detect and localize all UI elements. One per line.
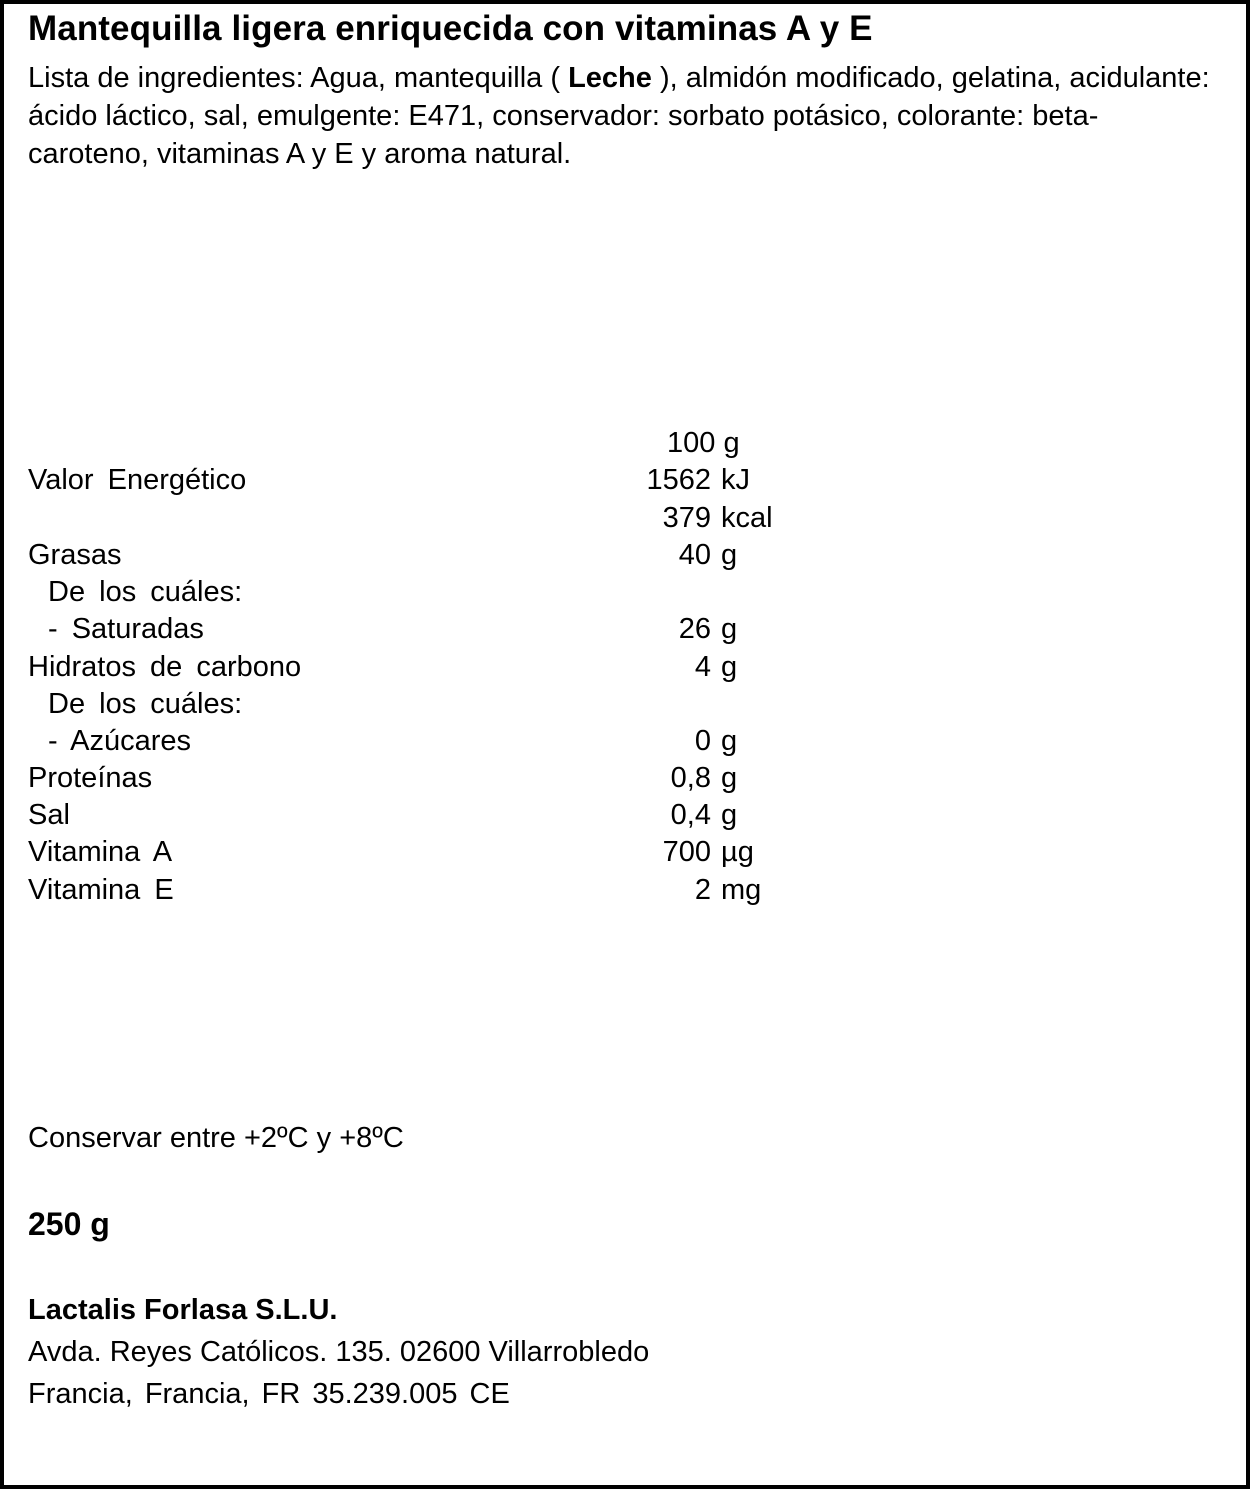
nutrition-row-label: De los cuáles:: [48, 688, 243, 720]
nutrition-row-value: 700: [662, 836, 711, 868]
nutrition-row-unit: kJ: [721, 464, 750, 496]
nutrition-row-unit: g: [721, 651, 738, 683]
storage-instructions: Conservar entre +2ºC y +8ºC: [28, 1122, 404, 1154]
nutrition-row-value: 0,8: [670, 762, 711, 794]
ingredients-text-start: Lista de ingredientes: Agua, mantequilla (: [28, 62, 569, 94]
nutrition-row-unit: mg: [721, 874, 762, 906]
nutrition-row-value: 26: [678, 613, 711, 645]
nutrition-row-label: Valor Energético: [28, 464, 247, 496]
nutrition-row-unit: g: [721, 613, 738, 645]
nutrition-row-unit: kcal: [721, 502, 773, 534]
net-weight: 250 g: [28, 1206, 110, 1242]
nutrition-row-value: 1562: [646, 464, 711, 496]
nutrition-row-label: - Azúcares: [48, 725, 191, 757]
ingredients-list: [28, 59, 1218, 173]
nutrition-row-label: - Saturadas: [48, 613, 204, 645]
nutrition-row-label: Vitamina A: [28, 836, 173, 868]
nutrition-row-label: Proteínas: [28, 762, 153, 794]
nutrition-row-unit: µg: [721, 836, 754, 868]
company-address: Avda. Reyes Católicos. 135. 02600 Villarrobledo: [28, 1336, 650, 1368]
nutrition-row-label: De los cuáles:: [48, 576, 243, 608]
nutrition-row-value: 2: [694, 874, 711, 906]
ingredients-text-end: ), almidón modificado, gelatina, acidulante: ácido láctico, sal, emulgente: E471, conservador: sorbato potásico, colorante: beta-caroteno, vitaminas A y E y aroma natural.: [28, 62, 1210, 170]
nutrition-row-value: 40: [678, 539, 711, 571]
nutrition-row-value: 379: [662, 502, 711, 534]
nutrition-row-label: Hidratos de carbono: [28, 651, 302, 683]
nutrition-row-value: 0,4: [670, 799, 711, 831]
nutrition-row-value: 4: [694, 651, 711, 683]
nutrition-row-label: Vitamina E: [28, 874, 174, 906]
product-title: Mantequilla ligera enriquecida con vitaminas A y E: [28, 9, 873, 48]
nutrition-serving-size: 100 g: [667, 427, 740, 459]
nutrition-row-label: Grasas: [28, 539, 122, 571]
nutrition-row-value: 0: [694, 725, 711, 757]
company-name: Lactalis Forlasa S.L.U.: [28, 1294, 338, 1326]
nutrition-row-unit: g: [721, 725, 738, 757]
nutrition-row-label: Sal: [28, 799, 70, 831]
allergen-highlight: Leche: [568, 62, 652, 94]
nutrition-row-unit: g: [721, 539, 738, 571]
nutrition-row-unit: g: [721, 799, 738, 831]
nutrition-row-unit: g: [721, 762, 738, 794]
company-country-line: Francia, Francia, FR 35.239.005 CE: [28, 1378, 510, 1410]
